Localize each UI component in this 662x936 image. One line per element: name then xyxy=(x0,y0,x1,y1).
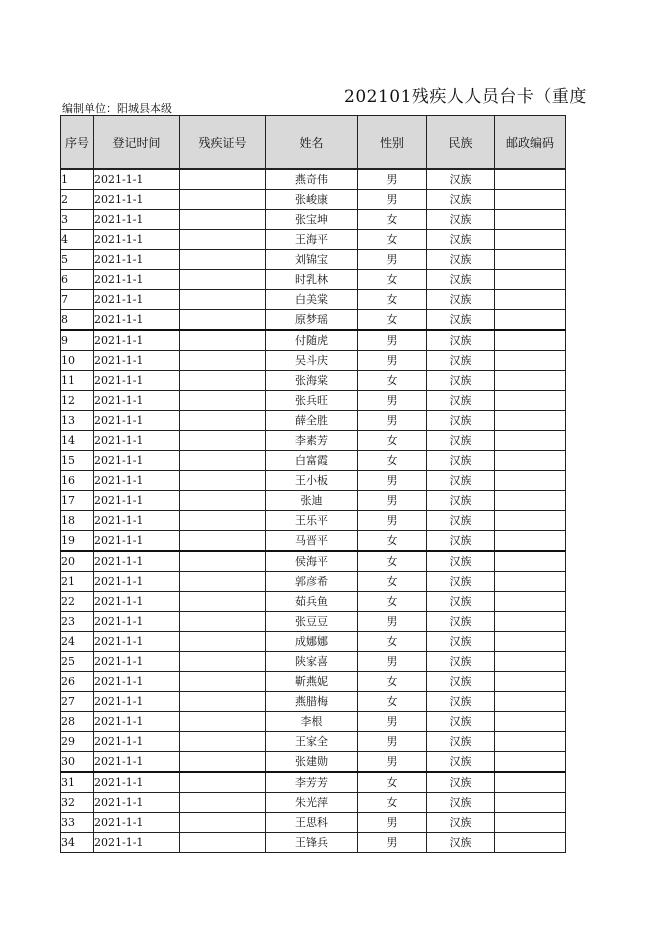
cell-index[interactable]: 23 xyxy=(61,612,94,632)
cell-index[interactable]: 1 xyxy=(61,169,94,190)
cell-name[interactable]: 原梦瑶 xyxy=(266,310,358,331)
cell-index[interactable]: 17 xyxy=(61,491,94,511)
cell-ethnicity[interactable]: 汉族 xyxy=(427,210,495,230)
cell-gender[interactable]: 男 xyxy=(358,712,427,732)
cell-ethnicity[interactable]: 汉族 xyxy=(427,190,495,210)
cell-postcode[interactable] xyxy=(495,351,566,371)
cell-name[interactable]: 刘锦宝 xyxy=(266,250,358,270)
cell-postcode[interactable] xyxy=(495,612,566,632)
cell-index[interactable]: 13 xyxy=(61,411,94,431)
cell-gender[interactable]: 男 xyxy=(358,169,427,190)
cell-postcode[interactable] xyxy=(495,572,566,592)
cell-index[interactable]: 18 xyxy=(61,511,94,531)
cell-index[interactable]: 27 xyxy=(61,692,94,712)
cell-disability-cert-no[interactable] xyxy=(180,169,266,190)
cell-ethnicity[interactable]: 汉族 xyxy=(427,813,495,833)
cell-name[interactable]: 张迪 xyxy=(266,491,358,511)
cell-registration-date[interactable]: 2021-1-1 xyxy=(94,210,180,230)
cell-name[interactable]: 付随虎 xyxy=(266,330,358,351)
cell-disability-cert-no[interactable] xyxy=(180,351,266,371)
cell-disability-cert-no[interactable] xyxy=(180,190,266,210)
cell-ethnicity[interactable]: 汉族 xyxy=(427,632,495,652)
cell-disability-cert-no[interactable] xyxy=(180,310,266,331)
table-row xyxy=(61,270,566,290)
cell-name[interactable]: 陕家喜 xyxy=(266,652,358,672)
cell-registration-date[interactable]: 2021-1-1 xyxy=(94,672,180,692)
cell-registration-date[interactable]: 2021-1-1 xyxy=(94,652,180,672)
cell-registration-date[interactable]: 2021-1-1 xyxy=(94,612,180,632)
cell-disability-cert-no[interactable] xyxy=(180,772,266,793)
cell-name[interactable]: 靳燕妮 xyxy=(266,672,358,692)
cell-name[interactable]: 张建勋 xyxy=(266,752,358,773)
cell-name[interactable]: 张宝坤 xyxy=(266,210,358,230)
cell-ethnicity[interactable]: 汉族 xyxy=(427,310,495,331)
cell-registration-date[interactable]: 2021-1-1 xyxy=(94,190,180,210)
cell-index[interactable]: 3 xyxy=(61,210,94,230)
cell-gender[interactable]: 女 xyxy=(358,230,427,250)
cell-postcode[interactable] xyxy=(495,793,566,813)
cell-ethnicity[interactable]: 汉族 xyxy=(427,351,495,371)
cell-disability-cert-no[interactable] xyxy=(180,592,266,612)
table-row xyxy=(61,712,566,732)
cell-postcode[interactable] xyxy=(495,531,566,552)
cell-index[interactable]: 11 xyxy=(61,371,94,391)
compiling-unit: 编制单位：阳城县本级 xyxy=(62,102,172,115)
cell-gender[interactable]: 女 xyxy=(358,551,427,572)
cell-postcode[interactable] xyxy=(495,772,566,793)
cell-postcode[interactable] xyxy=(495,672,566,692)
cell-ethnicity[interactable]: 汉族 xyxy=(427,752,495,773)
cell-name[interactable]: 朱光萍 xyxy=(266,793,358,813)
cell-disability-cert-no[interactable] xyxy=(180,692,266,712)
cell-postcode[interactable] xyxy=(495,210,566,230)
table-row xyxy=(61,612,566,632)
cell-name[interactable]: 燕腊梅 xyxy=(266,692,358,712)
cell-registration-date[interactable]: 2021-1-1 xyxy=(94,772,180,793)
cell-index[interactable]: 28 xyxy=(61,712,94,732)
cell-disability-cert-no[interactable] xyxy=(180,411,266,431)
cell-registration-date[interactable]: 2021-1-1 xyxy=(94,793,180,813)
cell-gender[interactable]: 女 xyxy=(358,451,427,471)
cell-disability-cert-no[interactable] xyxy=(180,652,266,672)
cell-registration-date[interactable]: 2021-1-1 xyxy=(94,712,180,732)
cell-disability-cert-no[interactable] xyxy=(180,752,266,773)
cell-postcode[interactable] xyxy=(495,471,566,491)
cell-disability-cert-no[interactable] xyxy=(180,391,266,411)
cell-gender[interactable]: 女 xyxy=(358,210,427,230)
cell-gender[interactable]: 女 xyxy=(358,592,427,612)
cell-registration-date[interactable]: 2021-1-1 xyxy=(94,531,180,552)
cell-disability-cert-no[interactable] xyxy=(180,712,266,732)
cell-disability-cert-no[interactable] xyxy=(180,833,266,853)
cell-index[interactable]: 12 xyxy=(61,391,94,411)
cell-registration-date[interactable]: 2021-1-1 xyxy=(94,732,180,752)
cell-postcode[interactable] xyxy=(495,491,566,511)
header-registration-date[interactable]: 登记时间 xyxy=(94,116,180,170)
table-row xyxy=(61,169,566,190)
cell-disability-cert-no[interactable] xyxy=(180,491,266,511)
cell-disability-cert-no[interactable] xyxy=(180,290,266,310)
cell-gender[interactable]: 男 xyxy=(358,471,427,491)
cell-postcode[interactable] xyxy=(495,310,566,331)
cell-index[interactable]: 19 xyxy=(61,531,94,552)
cell-registration-date[interactable]: 2021-1-1 xyxy=(94,813,180,833)
cell-postcode[interactable] xyxy=(495,451,566,471)
cell-postcode[interactable] xyxy=(495,290,566,310)
cell-postcode[interactable] xyxy=(495,270,566,290)
cell-registration-date[interactable]: 2021-1-1 xyxy=(94,471,180,491)
table-row xyxy=(61,310,566,331)
cell-name[interactable]: 薛全胜 xyxy=(266,411,358,431)
cell-ethnicity[interactable]: 汉族 xyxy=(427,572,495,592)
cell-registration-date[interactable]: 2021-1-1 xyxy=(94,833,180,853)
cell-ethnicity[interactable]: 汉族 xyxy=(427,431,495,451)
cell-index[interactable]: 29 xyxy=(61,732,94,752)
cell-name[interactable]: 王乐平 xyxy=(266,511,358,531)
cell-disability-cert-no[interactable] xyxy=(180,572,266,592)
table-row xyxy=(61,210,566,230)
cell-disability-cert-no[interactable] xyxy=(180,270,266,290)
cell-index[interactable]: 20 xyxy=(61,551,94,572)
cell-name[interactable]: 白富霞 xyxy=(266,451,358,471)
header-ethnicity[interactable]: 民族 xyxy=(427,116,495,170)
cell-gender[interactable]: 男 xyxy=(358,813,427,833)
cell-ethnicity[interactable]: 汉族 xyxy=(427,290,495,310)
cell-gender[interactable]: 女 xyxy=(358,632,427,652)
cell-disability-cert-no[interactable] xyxy=(180,431,266,451)
cell-gender[interactable]: 男 xyxy=(358,330,427,351)
cell-gender[interactable]: 男 xyxy=(358,411,427,431)
cell-gender[interactable]: 男 xyxy=(358,752,427,773)
cell-registration-date[interactable]: 2021-1-1 xyxy=(94,351,180,371)
cell-index[interactable]: 21 xyxy=(61,572,94,592)
cell-gender[interactable]: 女 xyxy=(358,572,427,592)
cell-postcode[interactable] xyxy=(495,732,566,752)
cell-disability-cert-no[interactable] xyxy=(180,813,266,833)
cell-index[interactable]: 16 xyxy=(61,471,94,491)
cell-postcode[interactable] xyxy=(495,833,566,853)
cell-disability-cert-no[interactable] xyxy=(180,793,266,813)
cell-registration-date[interactable]: 2021-1-1 xyxy=(94,290,180,310)
cell-registration-date[interactable]: 2021-1-1 xyxy=(94,169,180,190)
cell-index[interactable]: 26 xyxy=(61,672,94,692)
cell-name[interactable]: 侯海平 xyxy=(266,551,358,572)
table-row xyxy=(61,290,566,310)
cell-index[interactable]: 14 xyxy=(61,431,94,451)
table-row xyxy=(61,732,566,752)
cell-postcode[interactable] xyxy=(495,551,566,572)
cell-registration-date[interactable]: 2021-1-1 xyxy=(94,391,180,411)
cell-ethnicity[interactable]: 汉族 xyxy=(427,551,495,572)
cell-ethnicity[interactable]: 汉族 xyxy=(427,371,495,391)
cell-index[interactable]: 4 xyxy=(61,230,94,250)
cell-registration-date[interactable]: 2021-1-1 xyxy=(94,371,180,391)
cell-gender[interactable]: 女 xyxy=(358,692,427,712)
cell-gender[interactable]: 男 xyxy=(358,612,427,632)
cell-disability-cert-no[interactable] xyxy=(180,732,266,752)
cell-postcode[interactable] xyxy=(495,411,566,431)
cell-name[interactable]: 李素芳 xyxy=(266,431,358,451)
table-row xyxy=(61,793,566,813)
cell-name[interactable]: 王锋兵 xyxy=(266,833,358,853)
cell-ethnicity[interactable]: 汉族 xyxy=(427,330,495,351)
cell-gender[interactable]: 女 xyxy=(358,431,427,451)
cell-index[interactable]: 30 xyxy=(61,752,94,773)
table-row xyxy=(61,491,566,511)
cell-registration-date[interactable]: 2021-1-1 xyxy=(94,752,180,773)
cell-gender[interactable]: 男 xyxy=(358,652,427,672)
cell-disability-cert-no[interactable] xyxy=(180,612,266,632)
cell-name[interactable]: 燕奇伟 xyxy=(266,169,358,190)
cell-name[interactable]: 张豆豆 xyxy=(266,612,358,632)
table-row xyxy=(61,833,566,853)
table-row xyxy=(61,351,566,371)
cell-gender[interactable]: 男 xyxy=(358,511,427,531)
cell-ethnicity[interactable]: 汉族 xyxy=(427,833,495,853)
cell-disability-cert-no[interactable] xyxy=(180,330,266,351)
cell-ethnicity[interactable]: 汉族 xyxy=(427,652,495,672)
cell-index[interactable]: 32 xyxy=(61,793,94,813)
cell-ethnicity[interactable]: 汉族 xyxy=(427,411,495,431)
cell-registration-date[interactable]: 2021-1-1 xyxy=(94,451,180,471)
sheet-title: 202101残疾人人员台卡（重度 xyxy=(344,87,587,107)
cell-name[interactable]: 马晋平 xyxy=(266,531,358,552)
table-row xyxy=(61,752,566,773)
cell-index[interactable]: 10 xyxy=(61,351,94,371)
cell-ethnicity[interactable]: 汉族 xyxy=(427,692,495,712)
cell-registration-date[interactable]: 2021-1-1 xyxy=(94,511,180,531)
cell-registration-date[interactable]: 2021-1-1 xyxy=(94,551,180,572)
cell-ethnicity[interactable]: 汉族 xyxy=(427,230,495,250)
cell-name[interactable]: 郭彦希 xyxy=(266,572,358,592)
cell-disability-cert-no[interactable] xyxy=(180,531,266,552)
cell-ethnicity[interactable]: 汉族 xyxy=(427,672,495,692)
cell-registration-date[interactable]: 2021-1-1 xyxy=(94,411,180,431)
header-disability-cert-no[interactable]: 残疾证号 xyxy=(180,116,266,170)
cell-postcode[interactable] xyxy=(495,652,566,672)
cell-registration-date[interactable]: 2021-1-1 xyxy=(94,632,180,652)
cell-registration-date[interactable]: 2021-1-1 xyxy=(94,310,180,331)
cell-name[interactable]: 成娜娜 xyxy=(266,632,358,652)
cell-index[interactable]: 2 xyxy=(61,190,94,210)
cell-disability-cert-no[interactable] xyxy=(180,511,266,531)
cell-gender[interactable]: 男 xyxy=(358,351,427,371)
cell-name[interactable]: 白美棠 xyxy=(266,290,358,310)
cell-disability-cert-no[interactable] xyxy=(180,451,266,471)
table-row xyxy=(61,772,566,793)
cell-registration-date[interactable]: 2021-1-1 xyxy=(94,692,180,712)
cell-registration-date[interactable]: 2021-1-1 xyxy=(94,250,180,270)
cell-ethnicity[interactable]: 汉族 xyxy=(427,250,495,270)
table-row xyxy=(61,411,566,431)
cell-registration-date[interactable]: 2021-1-1 xyxy=(94,431,180,451)
cell-name[interactable]: 吴斗庆 xyxy=(266,351,358,371)
cell-gender[interactable]: 男 xyxy=(358,250,427,270)
cell-ethnicity[interactable]: 汉族 xyxy=(427,391,495,411)
cell-index[interactable]: 7 xyxy=(61,290,94,310)
cell-disability-cert-no[interactable] xyxy=(180,551,266,572)
cell-disability-cert-no[interactable] xyxy=(180,632,266,652)
cell-name[interactable]: 张海棠 xyxy=(266,371,358,391)
table-row xyxy=(61,431,566,451)
cell-gender[interactable]: 男 xyxy=(358,391,427,411)
cell-ethnicity[interactable]: 汉族 xyxy=(427,451,495,471)
table-row xyxy=(61,471,566,491)
cell-index[interactable]: 31 xyxy=(61,772,94,793)
cell-index[interactable]: 9 xyxy=(61,330,94,351)
cell-gender[interactable]: 男 xyxy=(358,833,427,853)
table-row xyxy=(61,250,566,270)
cell-gender[interactable]: 男 xyxy=(358,491,427,511)
cell-gender[interactable]: 男 xyxy=(358,732,427,752)
cell-registration-date[interactable]: 2021-1-1 xyxy=(94,592,180,612)
table-row xyxy=(61,652,566,672)
table-body xyxy=(61,169,566,853)
cell-name[interactable]: 王思科 xyxy=(266,813,358,833)
cell-disability-cert-no[interactable] xyxy=(180,471,266,491)
cell-postcode[interactable] xyxy=(495,511,566,531)
cell-ethnicity[interactable]: 汉族 xyxy=(427,793,495,813)
cell-disability-cert-no[interactable] xyxy=(180,250,266,270)
cell-name[interactable]: 时乳林 xyxy=(266,270,358,290)
cell-ethnicity[interactable]: 汉族 xyxy=(427,471,495,491)
header-row xyxy=(61,116,566,170)
cell-ethnicity[interactable]: 汉族 xyxy=(427,511,495,531)
table-row xyxy=(61,692,566,712)
cell-index[interactable]: 24 xyxy=(61,632,94,652)
cell-gender[interactable]: 女 xyxy=(358,290,427,310)
cell-postcode[interactable] xyxy=(495,692,566,712)
cell-disability-cert-no[interactable] xyxy=(180,210,266,230)
table-row xyxy=(61,531,566,552)
cell-name[interactable]: 张峻康 xyxy=(266,190,358,210)
header-gender[interactable]: 性别 xyxy=(358,116,427,170)
cell-index[interactable]: 5 xyxy=(61,250,94,270)
cell-ethnicity[interactable]: 汉族 xyxy=(427,612,495,632)
cell-index[interactable]: 22 xyxy=(61,592,94,612)
table-row xyxy=(61,511,566,531)
cell-postcode[interactable] xyxy=(495,391,566,411)
cell-ethnicity[interactable]: 汉族 xyxy=(427,531,495,552)
cell-name[interactable]: 张兵旺 xyxy=(266,391,358,411)
cell-disability-cert-no[interactable] xyxy=(180,230,266,250)
cell-name[interactable]: 王家全 xyxy=(266,732,358,752)
cell-registration-date[interactable]: 2021-1-1 xyxy=(94,230,180,250)
cell-postcode[interactable] xyxy=(495,371,566,391)
cell-postcode[interactable] xyxy=(495,230,566,250)
cell-postcode[interactable] xyxy=(495,431,566,451)
cell-index[interactable]: 6 xyxy=(61,270,94,290)
table-row xyxy=(61,230,566,250)
table-row xyxy=(61,632,566,652)
cell-postcode[interactable] xyxy=(495,190,566,210)
cell-name[interactable]: 李芳芳 xyxy=(266,772,358,793)
cell-ethnicity[interactable]: 汉族 xyxy=(427,732,495,752)
cell-index[interactable]: 34 xyxy=(61,833,94,853)
cell-gender[interactable]: 女 xyxy=(358,672,427,692)
cell-name[interactable]: 李根 xyxy=(266,712,358,732)
cell-index[interactable]: 33 xyxy=(61,813,94,833)
table-row xyxy=(61,451,566,471)
cell-index[interactable]: 25 xyxy=(61,652,94,672)
registry-table xyxy=(60,115,566,853)
cell-ethnicity[interactable]: 汉族 xyxy=(427,491,495,511)
header-name[interactable]: 姓名 xyxy=(266,116,358,170)
cell-gender[interactable]: 女 xyxy=(358,772,427,793)
cell-gender[interactable]: 女 xyxy=(358,310,427,331)
table-row xyxy=(61,391,566,411)
header-postcode[interactable]: 邮政编码 xyxy=(495,116,566,170)
cell-registration-date[interactable]: 2021-1-1 xyxy=(94,491,180,511)
cell-gender[interactable]: 女 xyxy=(358,531,427,552)
cell-gender[interactable]: 男 xyxy=(358,190,427,210)
cell-postcode[interactable] xyxy=(495,330,566,351)
cell-postcode[interactable] xyxy=(495,752,566,773)
cell-gender[interactable]: 女 xyxy=(358,371,427,391)
cell-postcode[interactable] xyxy=(495,169,566,190)
table-row xyxy=(61,330,566,351)
header-index[interactable]: 序号 xyxy=(61,116,94,170)
cell-name[interactable]: 王小板 xyxy=(266,471,358,491)
cell-postcode[interactable] xyxy=(495,813,566,833)
table-row xyxy=(61,572,566,592)
table-row xyxy=(61,672,566,692)
table-row xyxy=(61,190,566,210)
table-row xyxy=(61,592,566,612)
cell-disability-cert-no[interactable] xyxy=(180,672,266,692)
cell-gender[interactable]: 女 xyxy=(358,270,427,290)
table-row xyxy=(61,551,566,572)
cell-registration-date[interactable]: 2021-1-1 xyxy=(94,270,180,290)
cell-postcode[interactable] xyxy=(495,632,566,652)
cell-ethnicity[interactable]: 汉族 xyxy=(427,592,495,612)
cell-index[interactable]: 8 xyxy=(61,310,94,331)
cell-name[interactable]: 王海平 xyxy=(266,230,358,250)
cell-ethnicity[interactable]: 汉族 xyxy=(427,169,495,190)
table-row xyxy=(61,813,566,833)
cell-disability-cert-no[interactable] xyxy=(180,371,266,391)
cell-postcode[interactable] xyxy=(495,250,566,270)
cell-registration-date[interactable]: 2021-1-1 xyxy=(94,572,180,592)
cell-ethnicity[interactable]: 汉族 xyxy=(427,772,495,793)
cell-ethnicity[interactable]: 汉族 xyxy=(427,712,495,732)
cell-index[interactable]: 15 xyxy=(61,451,94,471)
cell-postcode[interactable] xyxy=(495,592,566,612)
cell-gender[interactable]: 女 xyxy=(358,793,427,813)
cell-registration-date[interactable]: 2021-1-1 xyxy=(94,330,180,351)
cell-postcode[interactable] xyxy=(495,712,566,732)
cell-ethnicity[interactable]: 汉族 xyxy=(427,270,495,290)
table-row xyxy=(61,371,566,391)
cell-name[interactable]: 茹兵鱼 xyxy=(266,592,358,612)
